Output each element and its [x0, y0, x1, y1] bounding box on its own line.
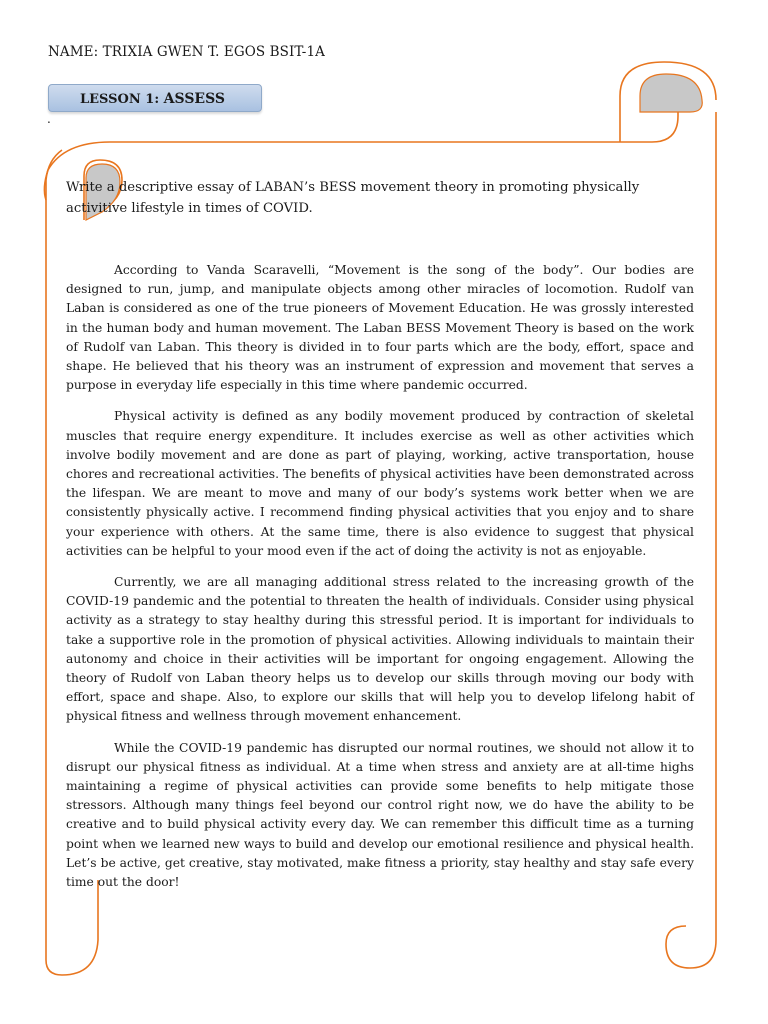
- essay-prompt: Write a descriptive essay of LABAN’s BESS movement theory in promoting physically activitive lifestyle in times of COVID.: [66, 180, 640, 216]
- scroll-top-bar: [110, 96, 678, 142]
- essay-paragraph: According to Vanda Scaravelli, “Movement is the song of the body”. Our bodies are designed to run, jump, and manipulate objects among other miracles of locomotion. Rudolf van Laban is considered as one of the true pioneers of Movement Education. He was grossly interested in the human body and human movement. The Laban BESS Movement Theory is based on the work of Rudolf van Laban. This theory is divided in to four parts which are the body, effort, space and shape. He believed that his theory was an instrument of expression and movement that serves a purpose in everyday life especially in this time where pandemic occurred.: [66, 263, 694, 393]
- essay-body: [66, 261, 694, 904]
- essay-paragraph: While the COVID-19 pandemic has disrupted our normal routines, we should not allow it to disrupt our physical fitness as individual. At a time when stress and anxiety are at all-time highs maintaining a regime of physical activities can provide some benefits to help mitigate those stressors. Although many things feel beyond our control right now, we do have the ability to be creative and to build physical activity every day. We can remember this difficult time as a turning point when we learned new ways to build and develop our emotional resilience and physical health. Let’s be active, get creative, stay motivated, make fitness a priority, stay healthy and stay safe every time out the door!: [66, 740, 694, 890]
- scroll-curl-top-right: [640, 74, 702, 112]
- lesson-badge-title: LESSON 1:: [80, 92, 160, 107]
- essay-paragraph: Physical activity is defined as any bodily movement produced by contraction of skeletal muscles that require energy expenditure. It includes exercise as well as other activities which involve bodily movement and are done as part of playing, working, active transportation, house chores and recreational activities. The benefits of physical activities have been demonstrated across the lifespan. We are meant to move and many of our body’s systems work better when we are consistently physically active. I recommend finding physical activities that you enjoy and to share your experience with others. At the same time, there is also evidence to suggest that physical activities can be helpful to your mood even if the act of doing the activity is not as enjoyable.: [66, 409, 694, 558]
- stray-mark: .: [47, 112, 51, 126]
- student-name-line: NAME: TRIXIA GWEN T. EGOS BSIT-1A: [48, 44, 325, 60]
- lesson-badge-subtitle: ASSESS: [163, 91, 226, 107]
- essay-paragraph: Currently, we are all managing additional stress related to the increasing growth of the COVID-19 pandemic and the potential to threaten the health of individuals. Consider using physical activity as a strategy to stay healthy during this stressful period. It is important for individuals to take a supportive role in the promotion of physical activities. Allowing individuals to maintain their autonomy and choice in their activities will be important for ongoing engagement. Allowing the theory of Rudolf von Laban theory helps us to develop our skills through moving our body with effort, space and shape. Also, to explore our skills that will help you to develop lifelong habit of physical fitness and wellness through movement enhancement.: [66, 575, 694, 724]
